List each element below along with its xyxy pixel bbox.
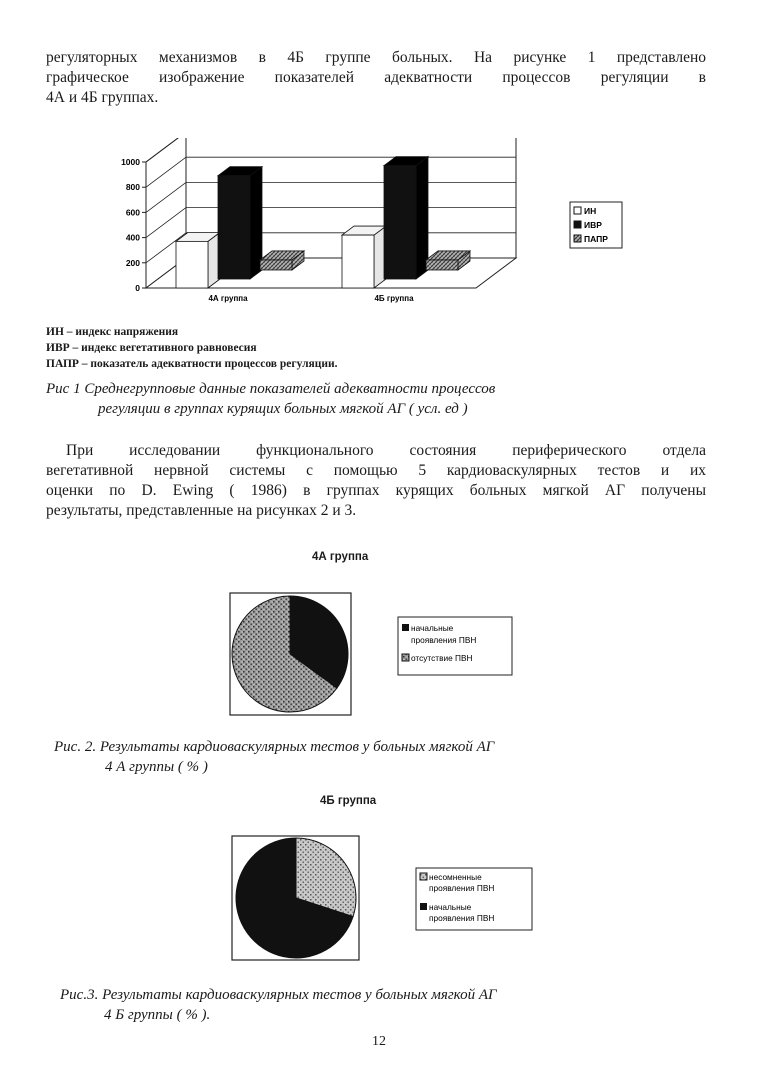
legend-label: начальные	[411, 623, 454, 633]
y-tick-label: 1000	[121, 157, 140, 167]
pie-slices	[232, 596, 348, 712]
legend-item-definite-cont: проявления ПВН	[429, 883, 495, 893]
y-tick-label: 0	[135, 283, 140, 293]
legend-item-initial	[411, 623, 454, 633]
chart-2-title: 4А группа	[312, 551, 369, 563]
legend-item-initial-cont: проявления ПВН	[429, 913, 495, 923]
legend-item-papr: ПАПР	[584, 234, 608, 244]
bar-chart-regulation	[100, 138, 640, 310]
y-tick-label: 800	[125, 182, 140, 193]
pie-slices	[236, 838, 356, 958]
figure-2-caption-line-1: Рис. 2. Результаты кардиоваскулярных тестов у больных мягкой АГ	[54, 739, 495, 755]
page-number: 12	[372, 1034, 386, 1049]
chart-legend	[570, 202, 622, 248]
legend-item-absence: отсутствие ПВН	[411, 653, 473, 663]
chart-legend	[398, 617, 512, 675]
bar-ИН	[176, 232, 220, 288]
bar-ИН	[342, 226, 386, 288]
chart-3-title: 4Б группа	[320, 795, 377, 807]
paragraph-results	[46, 441, 706, 521]
abbreviation-definitions	[46, 324, 338, 372]
figure-2-caption-line-2: 4 А группы ( % )	[105, 759, 208, 775]
legend-item-initial: начальные	[429, 902, 472, 912]
definition-ivr: ИВР – индекс вегетативного равновесия	[46, 342, 257, 354]
bar-ИВР	[218, 167, 262, 279]
text-line: При исследовании функционального состояния периферического отдела	[66, 442, 706, 459]
legend-item-ivr: ИВР	[584, 220, 602, 230]
text-line: оценки по D. Ewing ( 1986) в группах курящих больных мягкой АГ получены	[46, 482, 706, 499]
text-line: графическое изображение показателей адекватности процессов регуляции в	[46, 69, 706, 86]
definition-in: ИН – индекс напряжения	[46, 326, 179, 338]
pie-chart-4b	[230, 834, 540, 962]
y-tick-label: 200	[125, 257, 140, 268]
pie-chart-4a	[228, 591, 528, 717]
figure-1-caption-line-2: регуляции в группах курящих больных мягкой АГ ( усл. ед )	[98, 401, 468, 417]
chart-legend	[416, 868, 532, 930]
y-tick-label: 600	[125, 207, 140, 218]
text-line: результаты, представленные на рисунках 2 и 3.	[46, 502, 357, 519]
definition-papr: ПАПР – показатель адекватности процессов регуляции.	[46, 358, 338, 370]
figure-3-caption-line-1: Рис.3. Результаты кардиоваскулярных тестов у больных мягкой АГ	[60, 987, 497, 1003]
y-tick-label: 400	[125, 232, 140, 243]
legend-item-initial-cont: проявления ПВН	[411, 635, 477, 645]
text-line: регуляторных механизмов в 4Б группе больных. На рисунке 1 представлено	[46, 49, 706, 66]
y-axis-ticks	[121, 157, 146, 293]
figure-1-caption-line-1: Рис 1 Среднегрупповые данные показателей адекватности процессов	[46, 381, 496, 397]
bar-ИВР	[384, 157, 428, 279]
text-line: вегетативной нервной системы с помощью 5 кардиоваскулярных тестов и их	[46, 462, 706, 479]
paragraph-intro	[46, 48, 706, 108]
legend-item-in: ИН	[584, 206, 597, 216]
figure-3-caption-line-2: 4 Б группы ( % ).	[104, 1007, 211, 1023]
text-line: 4А и 4Б группах.	[46, 89, 159, 106]
x-category-label: 4А группа	[208, 294, 248, 303]
x-axis-labels	[208, 294, 414, 303]
x-category-label: 4Б группа	[374, 294, 414, 303]
legend-item-definite: несомненные	[429, 872, 482, 882]
